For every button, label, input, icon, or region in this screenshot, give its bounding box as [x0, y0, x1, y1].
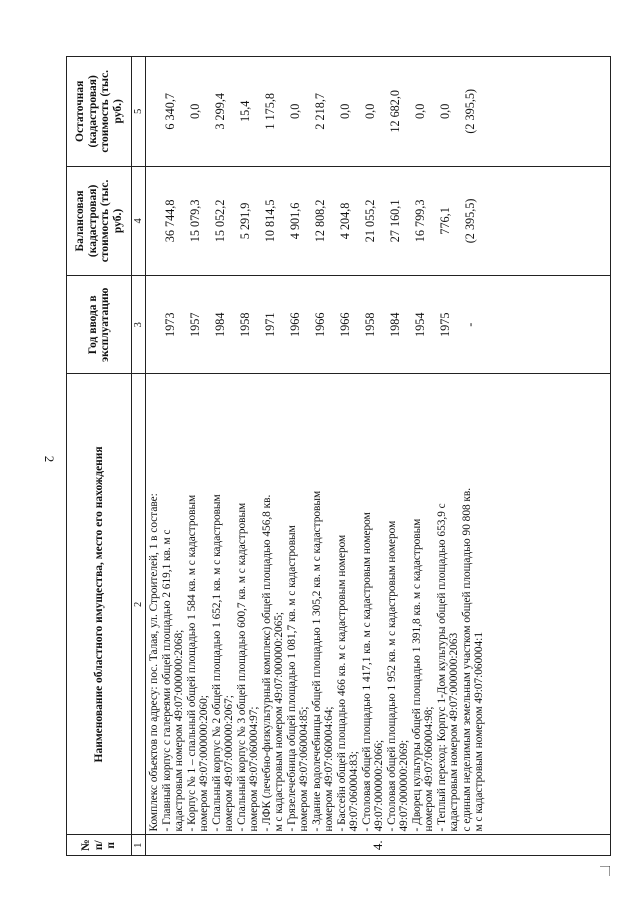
description-line: номером 49:07:000000:2067;	[223, 695, 235, 832]
description-line: - ЛФК (лечебно-физкультурный комплекс) общей площадью 456,8 кв.	[260, 494, 273, 832]
description-line: 49:07:000000:2069;	[398, 739, 410, 832]
commission-year: 1984	[212, 312, 227, 337]
residual-value: 2 218,7	[312, 93, 327, 130]
residual-value-column	[146, 57, 611, 167]
balance-value: 36 744,8	[162, 199, 177, 243]
row-number: 4.	[146, 835, 611, 856]
column-number: 2	[132, 374, 146, 835]
description-line: номером 49:07:000000:2060;	[198, 695, 210, 832]
header-row	[67, 57, 132, 856]
description-line: - Дворец культуры общей площадью 1 391,8 кв. м с кадастровым	[410, 518, 423, 832]
residual-value: 0,0	[412, 103, 427, 119]
commission-year: 1958	[237, 312, 252, 337]
residual-value: 3 299,4	[212, 93, 227, 130]
description-line: 49:07:060004:83;	[348, 751, 360, 832]
header-name: Наименование областного имущества, место его нахождения	[67, 374, 132, 835]
description-line: номером 49:07:060004:98;	[423, 706, 435, 832]
header-balance: Балансовая (кадастровая) стоимость (тыс. руб.)	[67, 166, 132, 276]
column-number: 3	[132, 276, 146, 374]
commission-year: 1966	[287, 312, 302, 337]
description-line: - Спальный корпус № 3 общей площадью 600,7 кв. м с кадастровым	[235, 502, 248, 832]
balance-value: 4 204,8	[337, 202, 352, 240]
document-page	[66, 56, 611, 856]
commission-year: 1973	[162, 312, 177, 337]
description-line: - Здание водолечебницы общей площадью 1 305,2 кв. м с кадастровым	[310, 490, 323, 832]
column-number: 4	[132, 166, 146, 276]
description-line: Комплекс объектов по адресу: пос. Талая, ул. Строителей, 1 в составе:	[148, 493, 160, 832]
description-line: кадастровым номером 49:07:000000:2063	[448, 632, 460, 832]
balance-value: 15 052,2	[212, 199, 227, 243]
balance-value: 21 055,2	[362, 199, 377, 243]
residual-value: 0,0	[287, 103, 302, 119]
balance-value: 27 160,1	[387, 199, 402, 243]
residual-value: 0,0	[187, 103, 202, 119]
commission-year: 1966	[337, 312, 352, 337]
balance-value: 10 814,5	[262, 199, 277, 243]
residual-value: 12 682,0	[387, 89, 402, 133]
column-number-row	[132, 57, 146, 856]
balance-value: 4 901,6	[287, 202, 302, 240]
property-table	[66, 56, 611, 856]
description-line: - Столовая общей площадью 1 952 кв. м с кадастровым номером	[385, 520, 398, 832]
balance-value-column	[146, 166, 611, 276]
description-line: номером 49:07:060004:97;	[248, 706, 260, 832]
page-number: 2	[42, 455, 57, 463]
description-line: - Корпус № 1 – спальный общей площадью 1 584 кв. м с кадастровым	[185, 494, 198, 832]
commission-year-column	[146, 276, 611, 374]
description-line: - Столовая общей площадью 1 417,1 кв. м с кадастровым номером	[360, 512, 373, 832]
residual-value: 15,4	[237, 100, 252, 122]
commission-year: 1957	[187, 312, 202, 337]
description-line: 49:07:000000:2066;	[373, 739, 385, 832]
balance-value: 16 799,3	[412, 199, 427, 243]
column-number: 5	[132, 57, 146, 167]
description-line: - Грязелечебница общей площадью 1 081,7 кв. м с кадастровым	[285, 525, 298, 832]
residual-value: 1 175,8	[262, 93, 277, 130]
description-line: м с кадастровым номером 49:07:000000:2065;	[273, 611, 285, 832]
residual-value: 0,0	[437, 103, 452, 119]
residual-value: 6 340,7	[162, 93, 177, 130]
commission-year: 1971	[262, 312, 277, 337]
description-line: кадастровым номером 49:07:000000:2068;	[173, 629, 185, 832]
commission-year: 1954	[412, 312, 427, 337]
residual-value: 0,0	[337, 103, 352, 119]
balance-value: 5 291,9	[237, 202, 252, 240]
description-line: - Главный корпус с галереями общей площадью 2 619,1 кв. м с	[160, 529, 173, 832]
residual-value: 0,0	[362, 103, 377, 119]
header-residual: Остаточная (кадастровая) стоимость (тыс. руб.)	[67, 57, 132, 167]
column-number: 1	[132, 835, 146, 856]
header-num: № п/п	[67, 835, 132, 856]
balance-value: 15 079,3	[187, 199, 202, 243]
balance-value: (2 395,5)	[462, 198, 477, 244]
header-year: Год ввода в эксплуатацию	[67, 276, 132, 374]
description-line: м с кадастровым номером 49:07:060004:1	[473, 632, 485, 832]
residual-value: (2 395,5)	[462, 88, 477, 134]
balance-value: 776,1	[437, 207, 452, 235]
balance-value: 12 808,2	[312, 199, 327, 243]
description-line: номером 49:07:060004:64;	[323, 706, 335, 832]
commission-year: 1966	[312, 312, 327, 337]
commission-year: -	[462, 322, 477, 327]
description-line: - Спальный корпус № 2 общей площадью 1 652,1 кв. м с кадастровым	[210, 494, 223, 832]
commission-year: 1958	[362, 312, 377, 337]
description-line: номером 49:07:060004:85;	[298, 706, 310, 832]
description-line: с единым неделимым земельным участком общей площадью 90 808 кв.	[460, 487, 473, 832]
rotated-table-container	[66, 56, 611, 856]
commission-year: 1984	[387, 312, 402, 337]
corner-mark	[600, 866, 610, 876]
property-description	[146, 374, 611, 835]
commission-year: 1975	[437, 312, 452, 337]
description-line: - Теплый переход: Корпус 1-Дом культуры общей площадью 653,9 с	[435, 503, 448, 832]
description-line: - Бассейн общей площадью 466 кв. м с кадастровым номером	[335, 534, 348, 832]
table-row	[146, 57, 611, 856]
